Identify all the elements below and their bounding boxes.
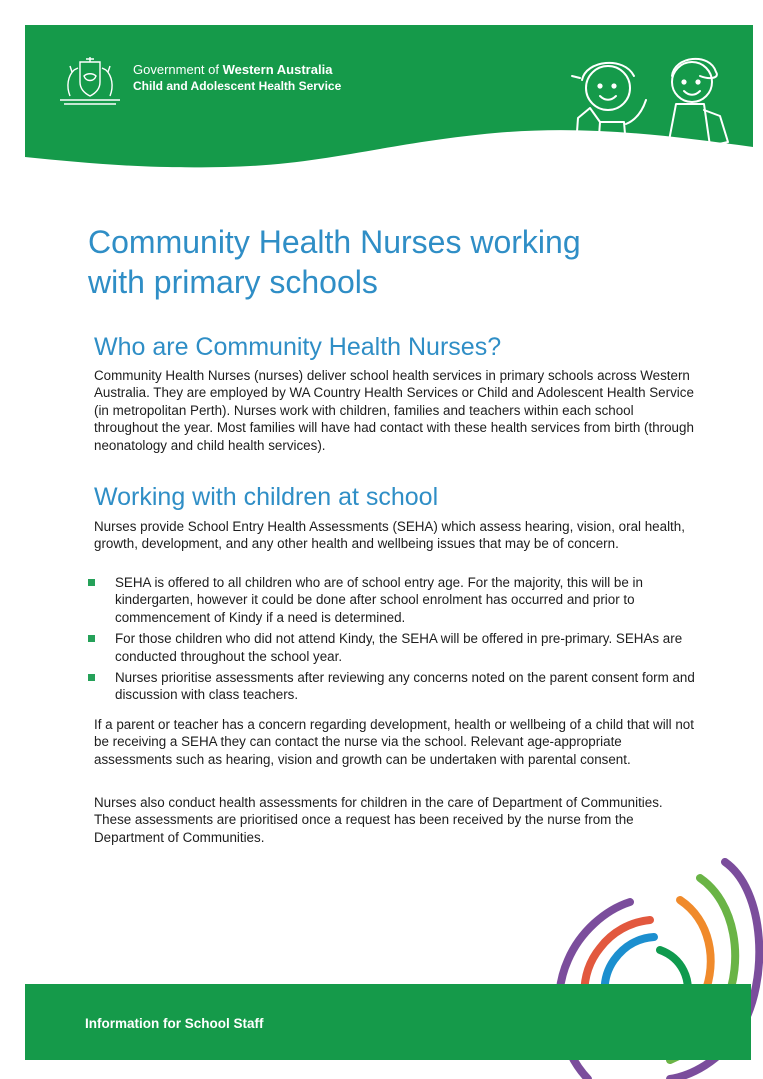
- bullet-square-icon: [88, 674, 95, 681]
- list-item: [88, 669, 698, 704]
- org-prefix: Government of: [133, 62, 223, 77]
- bullet-list: [88, 574, 698, 708]
- title-line-2: with primary schools: [88, 264, 378, 300]
- org-service: Child and Adolescent Health Service: [133, 79, 342, 93]
- bullet-text: Nurses prioritise assessments after reviewing any concerns noted on the parent consent form and discussion with class teachers.: [115, 670, 695, 703]
- org-name: [133, 62, 341, 94]
- list-item: [88, 574, 698, 626]
- wa-crest-logo: [54, 56, 126, 106]
- section-intro-working: Nurses provide School Entry Health Assessments (SEHA) which assess hearing, vision, oral health, growth, development, and any other health and wellbeing issues that may be of concern.: [94, 519, 685, 552]
- org-state: Western Australia: [222, 62, 333, 77]
- bullet-square-icon: [88, 635, 95, 642]
- page-title: [88, 222, 708, 302]
- children-illustration: [560, 46, 740, 191]
- list-item: [88, 630, 698, 665]
- footer-label: Information for School Staff: [85, 1016, 264, 1031]
- paragraph-department: Nurses also conduct health assessments for children in the care of Department of Communities. These assessments are prioritised once a request has been received by the nurse from the Department of Communities.: [94, 795, 663, 845]
- bullet-text: For those children who did not attend Kindy, the SEHA will be offered in pre-primary. SEHAs are conducted throughout the school year.: [115, 631, 683, 664]
- bullet-square-icon: [88, 579, 95, 586]
- section-paragraph-who: Community Health Nurses (nurses) deliver school health services in primary schools across Western Australia. They are employed by WA Country Health Services or Child and Adolescent Health Service (in metropolitan Perth). Nurses work with children, families and teachers within each school throughout the year. Most families will have had contact with these health services from birth (through neonatology and child health services).: [94, 368, 694, 453]
- paragraph-parent-concern: If a parent or teacher has a concern regarding development, health or wellbeing of a child that will not be receiving a SEHA they can contact the nurse via the school. Relevant age-appropriate assessments such as hearing, vision and growth can be undertaken with parental consent.: [94, 717, 694, 767]
- bullet-text: SEHA is offered to all children who are of school entry age. For the majority, this will be in kindergarten, however it could be done after school enrolment has occurred and prior to commencement of Kindy if a need is determined.: [115, 575, 643, 625]
- section-heading-who: Who are Community Health Nurses?: [94, 333, 502, 361]
- section-heading-working: Working with children at school: [94, 483, 439, 511]
- title-line-1: Community Health Nurses working: [88, 224, 581, 260]
